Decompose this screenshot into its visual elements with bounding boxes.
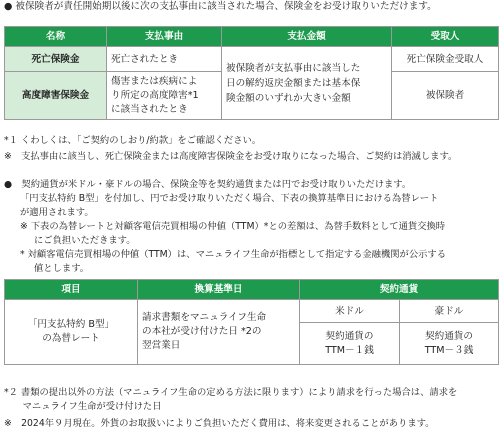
item-line: 「円支払特約 B型」 — [27, 319, 115, 330]
usd-line: TTM－１銭 — [325, 344, 374, 356]
benefit-table — [4, 26, 499, 120]
aud-rate-cell — [400, 323, 499, 365]
row-disability-reason — [107, 72, 222, 120]
col-header-amount: 支払金額 — [222, 27, 392, 47]
amount-line: 被保険者が支払事由に該当した — [226, 62, 361, 74]
usd-rate-cell — [300, 323, 400, 365]
item-line: の為替レート — [42, 333, 100, 344]
subheader-usd: 米ドル — [300, 300, 400, 323]
intro-text: ● 被保険者が責任開始期以後に次の支払事由に該当された場合、保険金をお受け取りいただけます。 — [4, 1, 437, 12]
col-header-recipient: 受取人 — [392, 27, 499, 47]
footnote-line: ※ 2024年９月現在。外貨のお取扱いによりご負担いただく費用は、将来変更されることがあります。 — [4, 418, 435, 429]
amount-cell — [222, 47, 392, 120]
row-death-name: 死亡保険金 — [5, 47, 107, 72]
footnote-line: *２ 書類の提出以外の方法（マニュライフ生命の定める方法に限ります）により請求を行った場合は、請求を — [4, 387, 458, 398]
amount-line: 険金額のいずれか大きい金額 — [226, 92, 351, 104]
col-header-date: 換算基準日 — [138, 280, 300, 300]
aud-line: 契約通貨の — [425, 330, 473, 342]
note-1: *１ くわしくは、「ご契約のしおり/約款」をご確認ください。 — [4, 135, 262, 146]
reason-line: 傷害または疾病によ — [111, 75, 198, 87]
date-cell — [138, 300, 300, 365]
usd-line: 契約通貨の — [325, 330, 374, 342]
reason-line: に該当されたとき — [111, 103, 188, 115]
para-line: にご負担いただきます。 — [34, 235, 136, 246]
para-line: * 対顧客電信売買相場の仲値（TTM）は、マニュライフ生命が指標として指定する金融機関が公示する — [20, 249, 447, 260]
col-header-item: 項目 — [5, 280, 138, 300]
exchange-table — [4, 279, 499, 365]
col-header-currency: 契約通貨 — [300, 280, 499, 300]
row-disability-recipient: 被保険者 — [392, 72, 499, 120]
para-line: ● 契約通貨が米ドル・豪ドルの場合、保険金等を契約通貨または円でお受け取りいただけます。 — [4, 179, 412, 190]
para-line: 値とします。 — [34, 263, 90, 274]
para-line: 「円支払特約 B型」を付加し、円でお受け取りいただく場合、下表の換算基準日における為替レート — [20, 193, 439, 204]
row-death-recipient: 死亡保険金受取人 — [392, 47, 499, 72]
amount-line: 日の解約返戻金額または基本保 — [226, 77, 361, 89]
aud-line: TTM－３銭 — [424, 344, 474, 356]
date-line: 請求書類をマニュライフ生命 — [142, 312, 267, 323]
date-line: の本社が受け付けた日 *2の — [142, 326, 262, 337]
row-death-reason: 死亡されたとき — [107, 47, 222, 72]
para-line: ※ 下表の為替レートと対顧客電信売買相場の仲値（TTM）*との差額は、為替手数料として通貨交換時 — [20, 221, 446, 232]
row-disability-name: 高度障害保険金 — [5, 72, 107, 120]
para-line: が適用されます。 — [20, 207, 94, 218]
col-header-reason: 支払事由 — [107, 27, 222, 47]
col-header-name: 名称 — [5, 27, 107, 47]
item-cell — [5, 300, 138, 365]
subheader-aud: 豪ドル — [400, 300, 499, 323]
note-2: ※ 支払事由に該当し、死亡保険金または高度障害保険金をお受け取りになった場合、ご契約は消滅します。 — [4, 151, 458, 162]
date-line: 翌営業日 — [142, 340, 181, 351]
footnote-line: マニュライフ生命が受け付けた日 — [4, 401, 162, 412]
reason-line: り所定の高度障害*1 — [111, 89, 199, 101]
